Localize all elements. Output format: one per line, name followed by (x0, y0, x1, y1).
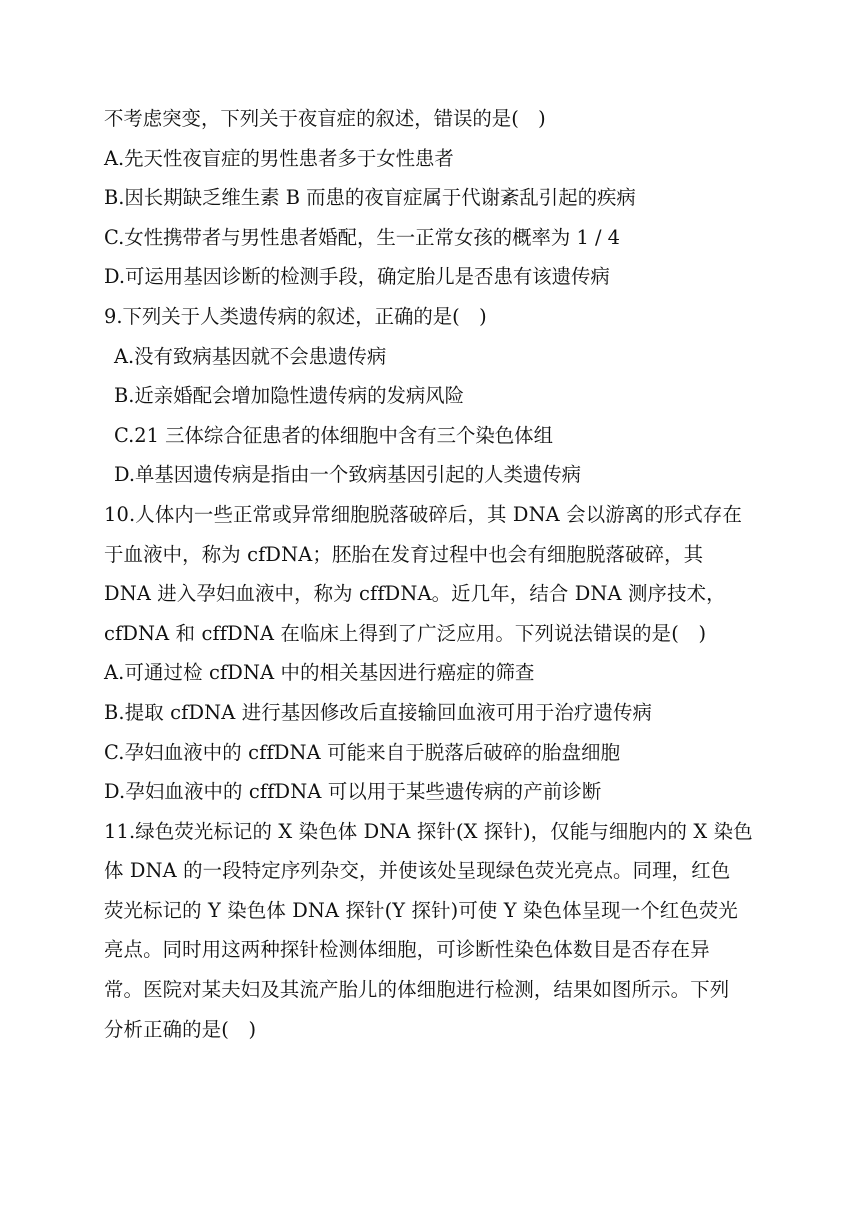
question-text-block (104, 99, 764, 1049)
question-10-option-d: D.孕妇血液中的 cffDNA 可以用于某些遗传病的产前诊断 (104, 780, 602, 804)
question-10-stem-line: cfDNA 和 cffDNA 在临床上得到了广泛应用。下列说法错误的是( ) (104, 621, 707, 645)
question-11-stem-line: 体 DNA 的一段特定序列杂交，并使该处呈现绿色荧光亮点。同理，红色 (104, 859, 731, 883)
question-9-option-b: B.近亲婚配会增加隐性遗传病的发病风险 (114, 384, 465, 408)
question-10-stem-line: 10.人体内一些正常或异常细胞脱落破碎后，其 DNA 会以游离的形式存在 (104, 502, 743, 526)
question-11 (104, 812, 764, 1050)
question-8-option-b: B.因长期缺乏维生素 B 而患的夜盲症属于代谢紊乱引起的疾病 (104, 186, 636, 210)
question-10 (104, 495, 764, 812)
question-8-stem: 不考虑突变，下列关于夜盲症的叙述，错误的是( ) (104, 107, 546, 130)
question-8-option-c: C.女性携带者与男性患者婚配，生一正常女孩的概率为 1 / 4 (104, 225, 620, 249)
question-9-option-d: D.单基因遗传病是指由一个致病基因引起的人类遗传病 (114, 463, 582, 487)
question-11-stem-line: 常。医院对某夫妇及其流产胎儿的体细胞进行检测，结果如图所示。下列 (104, 978, 730, 1002)
question-10-option-a: A.可通过检 cfDNA 中的相关基因进行癌症的筛查 (104, 661, 535, 685)
question-10-stem-line: DNA 进入孕妇血液中，称为 cffDNA。近几年，结合 DNA 测序技术， (104, 582, 726, 606)
question-11-stem-line: 分析正确的是( ) (104, 1017, 257, 1041)
question-10-option-b: B.提取 cfDNA 进行基因修改后直接输回血液可用于治疗遗传病 (104, 700, 653, 724)
question-8-option-d: D.可运用基因诊断的检测手段，确定胎儿是否患有该遗传病 (104, 265, 610, 289)
question-10-option-c: C.孕妇血液中的 cffDNA 可能来自于脱落后破碎的胎盘细胞 (104, 740, 621, 764)
question-11-stem-line: 亮点。同时用这两种探针检测体细胞，可诊断性染色体数目是否存在异 (104, 938, 710, 962)
question-10-stem-line: 于血液中，称为 cfDNA；胚胎在发育过程中也会有细胞脱落破碎，其 (104, 542, 704, 566)
question-11-stem-line: 11.绿色荧光标记的 X 染色体 DNA 探针(X 探针)，仅能与细胞内的 X 染色 (104, 819, 753, 843)
question-11-stem-line: 荧光标记的 Y 染色体 DNA 探针(Y 探针)可使 Y 染色体呈现一个红色荧光 (104, 898, 738, 922)
question-9 (104, 297, 764, 495)
question-8-continuation (104, 99, 764, 297)
question-9-stem: 9.下列关于人类遗传病的叙述，正确的是( ) (104, 304, 487, 328)
question-9-option-c: C.21 三体综合征患者的体细胞中含有三个染色体组 (114, 423, 553, 447)
question-9-option-a: A.没有致病基因就不会患遗传病 (114, 344, 387, 368)
question-8-option-a: A.先天性夜盲症的男性患者多于女性患者 (104, 146, 454, 170)
